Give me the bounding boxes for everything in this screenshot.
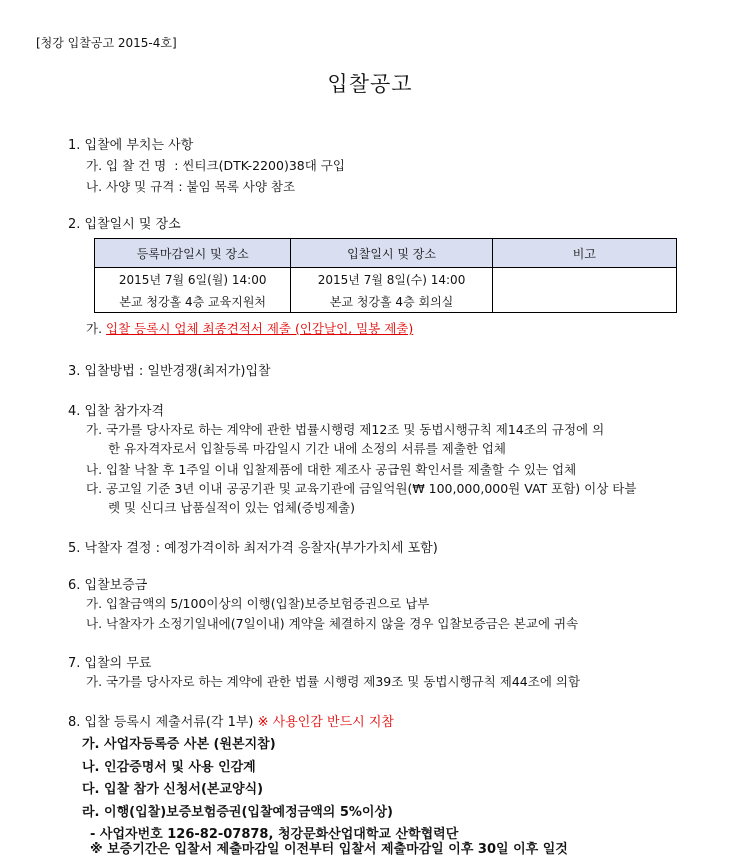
section-2-note: [86, 319, 413, 337]
remark-cell: [492, 268, 676, 313]
section-4-item-a-line2: 한 유자격자로서 입찰등록 마감일시 기간 내에 소정의 서류를 제출한 업체: [108, 441, 507, 456]
section-6-item-a: 가. 입찰금액의 5/100이상의 이행(입찰)보증보험증권으로 납부: [86, 596, 430, 611]
section-4-item-b: 나. 입찰 낙찰 후 1주일 이내 입찰제품에 대한 제조사 공급원 확인서를 제출할 수 있는 업체: [86, 462, 577, 477]
section-8-item-d-sub2: ※ 보증기간은 입찰서 제출마감일 이전부터 입찰서 제출마감일 이후 30일 이후 일것: [90, 842, 568, 857]
section-8-item-b: 나. 인감증명서 및 사용 인감계: [82, 760, 256, 775]
section-6-item-b: 나. 낙찰자가 소정기일내에(7일이내) 계약을 체결하지 않을 경우 입찰보증금은 본교에 귀속: [86, 616, 579, 631]
section-8-item-c: 다. 입찰 참가 신청서(본교양식): [82, 782, 264, 797]
table-header-registration: 등록마감일시 및 장소: [95, 239, 291, 268]
table-row: [95, 268, 677, 291]
section-5-heading: 5. 낙찰자 결정 : 예정가격이하 최저가격 응찰자(부가가치세 포함): [68, 541, 438, 556]
section-1-item-b: 나. 사양 및 규격 : 붙임 목록 사양 참조: [86, 179, 296, 194]
section-8-heading-line: [68, 711, 394, 730]
section-8-heading-note: ※ 사용인감 반드시 지참: [257, 715, 394, 730]
section-7-heading: 7. 입찰의 무료: [68, 656, 152, 671]
section-7-item-a: 가. 국가를 당사자로 하는 계약에 관한 법률 시행령 제39조 및 동법시행규칙 제44조에 의함: [86, 674, 581, 689]
registration-date: 2015년 7월 6일(월) 14:00: [95, 268, 291, 291]
section-4-item-c-line1: 다. 공고일 기준 3년 이내 공공기관 및 교육기관에 금일억원(₩ 100,000,000원 VAT 포함) 이상 타블: [86, 481, 637, 496]
section-4-item-a-line1: 가. 국가를 당사자로 하는 계약에 관한 법률시행령 제12조 및 동법시행규칙 제14조의 규정에 의: [86, 422, 605, 437]
section-2-heading: 2. 입찰일시 및 장소: [68, 217, 181, 232]
section-4-heading: 4. 입찰 참가자격: [68, 404, 165, 419]
section-2-note-prefix: 가.: [86, 321, 103, 336]
section-1-heading: 1. 입찰에 부치는 사항: [68, 138, 194, 153]
bid-place: 본교 청강홀 4층 회의실: [291, 290, 492, 313]
table-header-bidding: 입찰일시 및 장소: [291, 239, 492, 268]
schedule-table-header-row: [95, 239, 677, 268]
section-8-item-d: 라. 이행(입찰)보증보험증권(입찰예정금액의 5%이상): [82, 805, 393, 820]
section-8-heading: 8. 입찰 등록시 제출서류(각 1부): [68, 715, 254, 730]
section-1-item-a: 가. 입 찰 건 명 : 씬티크(DTK-2200)38대 구입: [86, 158, 345, 173]
section-3-heading: 3. 입찰방법 : 일반경쟁(최저가)입찰: [68, 364, 271, 379]
table-header-remark: 비고: [492, 239, 676, 268]
page-title: 입찰공고: [327, 72, 413, 96]
registration-place: 본교 청강홀 4층 교육지원처: [95, 290, 291, 313]
section-4-item-c-line2: 렛 및 신디크 납품실적이 있는 업체(증빙제출): [108, 500, 355, 515]
bid-date: 2015년 7월 8일(수) 14:00: [291, 268, 492, 291]
section-2-note-text: 입찰 등록시 업체 최종견적서 제출 (인감날인, 밀봉 제출): [106, 321, 414, 336]
doc-number: [청강 입찰공고 2015-4호]: [36, 36, 177, 50]
section-8-item-a: 가. 사업자등록증 사본 (원본지참): [82, 737, 276, 752]
section-6-heading: 6. 입찰보증금: [68, 578, 148, 593]
schedule-table: [94, 238, 677, 313]
section-8-item-d-sub1: - 사업자번호 126-82-07878, 청강문화산업대학교 산학협력단: [90, 827, 459, 842]
